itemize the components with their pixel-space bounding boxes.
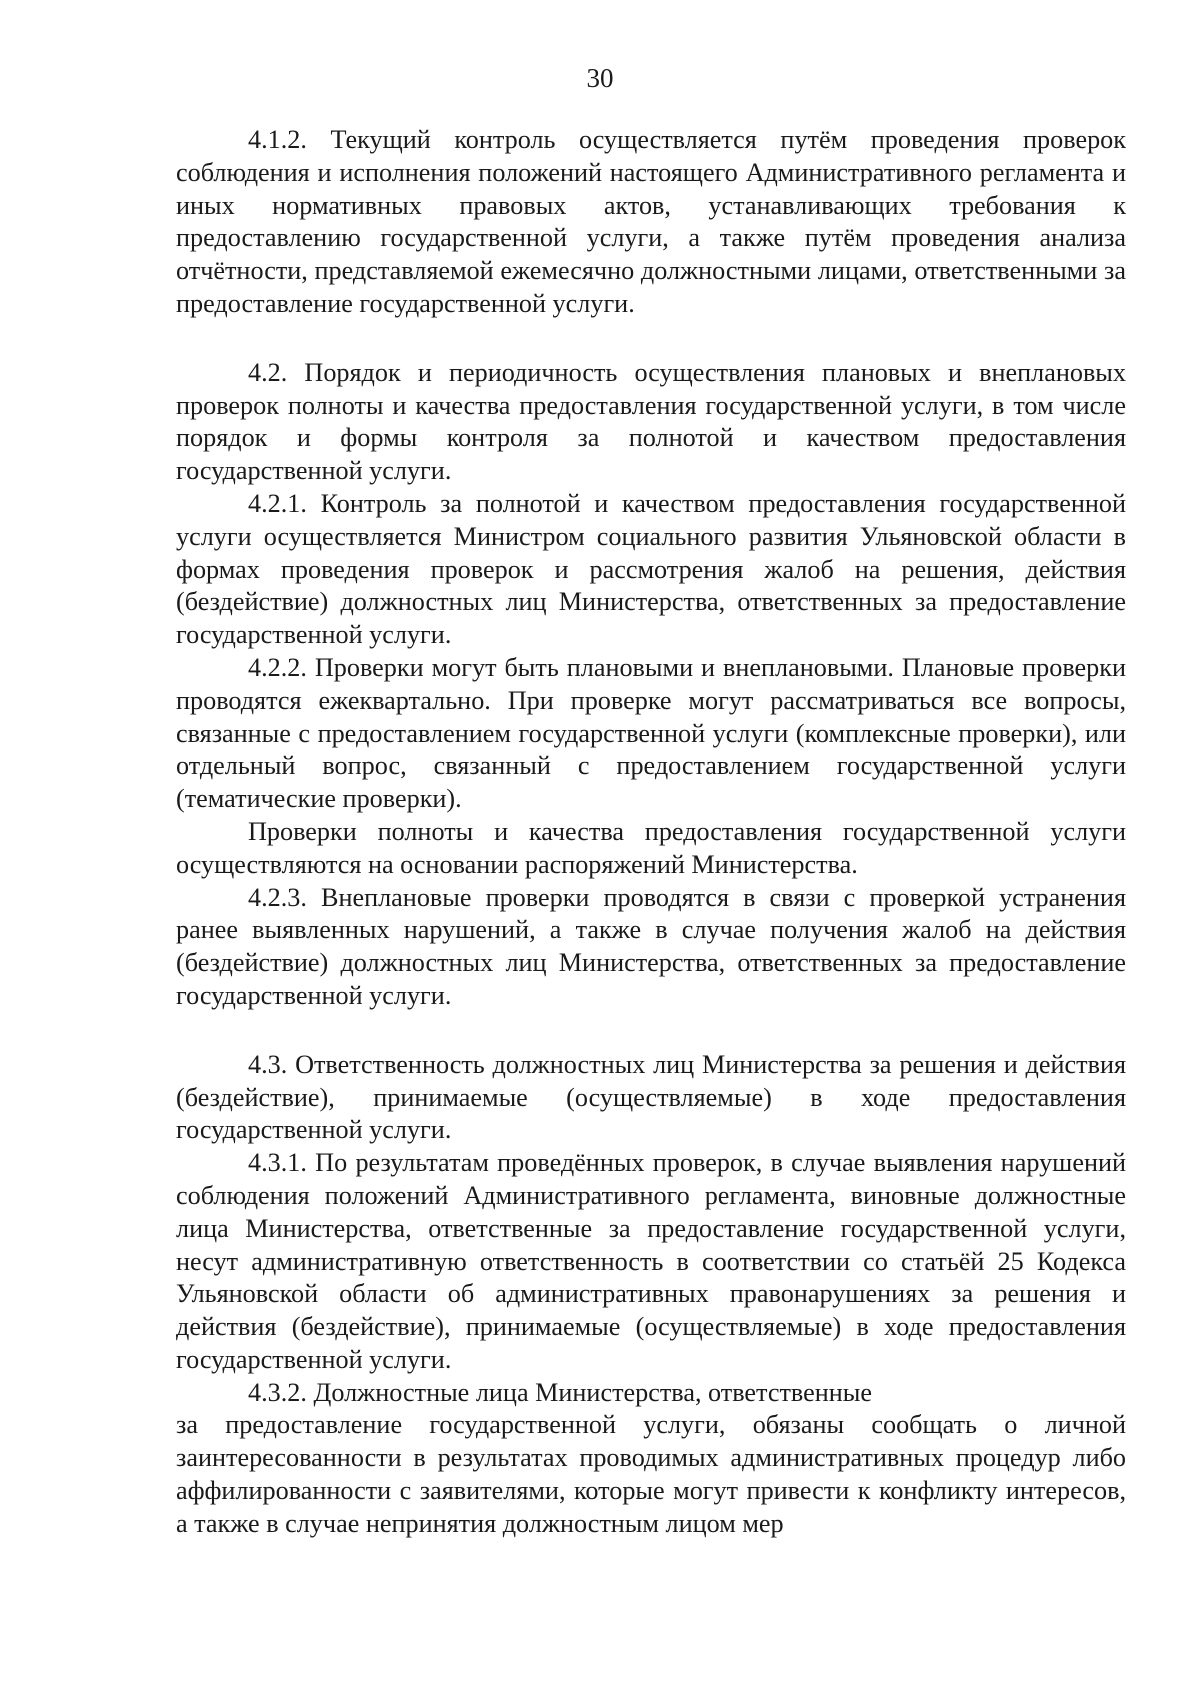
paragraph-4-2-2-continued: Проверки полноты и качества предоставления государственной услуги осуществляются на основании распоряжений Министерства.: [176, 816, 1126, 879]
paragraph-4-3-1: 4.3.1. По результатам проведённых проверок, в случае выявления нарушений соблюдения положений Административного регламента, виновные должностные лица Министерства, ответственные за предоставление государственной услуги, несут административную ответственность в соответствии со статьёй 25 Кодекса Ульяновской области об административных правонарушениях за решения и действия (бездействие), принимаемые (осуществляемые) в ходе предоставления государственной услуги.: [176, 1148, 1126, 1374]
page-number: 30: [586, 63, 614, 93]
section-spacer: [176, 321, 1126, 357]
paragraph-4-2-2: 4.2.2. Проверки могут быть плановыми и внеплановыми. Плановые проверки проводятся ежеквартально. При проверке могут рассматриваться все вопросы, связанные с предоставлением государственной услуги (комплексные проверки), или отдельный вопрос, связанный с предоставлением государственной услуги (тематические проверки).: [176, 652, 1126, 814]
paragraph-4-1-2: 4.1.2. Текущий контроль осуществляется путём проведения проверок соблюдения и исполнения положений настоящего Административного регламента и иных нормативных правовых актов, устанавливающих требования к предоставлению государственной услуги, а также путём проведения анализа отчётности, представляемой ежемесячно должностными лицами, ответственными за предоставление государственной услуги.: [176, 125, 1126, 318]
paragraph-4-2-3: 4.2.3. Внеплановые проверки проводятся в связи с проверкой устранения ранее выявленных нарушений, а также в случае получения жалоб на действия (бездействие) должностных лиц Министерства, ответственных за предоставление государственной услуги.: [176, 882, 1126, 1010]
paragraph-4-2-1: 4.2.1. Контроль за полнотой и качеством предоставления государственной услуги осуществляется Министром социального развития Ульяновской области в формах проведения проверок и рассмотрения жалоб на решения, действия (бездействие) должностных лиц Министерства, ответственных за предоставление государственной услуги.: [176, 488, 1126, 650]
paragraph-4-3: 4.3. Ответственность должностных лиц Министерства за решения и действия (бездействие), принимаемые (осуществляемые) в ходе предоставления государственной услуги.: [176, 1049, 1126, 1145]
paragraph-4-2: 4.2. Порядок и периодичность осуществления плановых и внеплановых проверок полноты и качества предоставления государственной услуги, в том числе порядок и формы контроля за полнотой и качеством предоставления государственной услуги.: [176, 357, 1126, 486]
paragraph-4-3-2-heading: 4.3.2. Должностные лица Министерства, ответственные: [248, 1377, 872, 1407]
section-spacer: [176, 1013, 1126, 1049]
document-body: [176, 124, 1126, 1541]
paragraph-4-3-2-body: за предоставление государственной услуги, обязаны сообщать о личной заинтересованности в результатах проводимых административных процедур либо аффилированности с заявителями, которые могут привести к конфликту интересов, а также в случае непринятия должностным лицом мер: [176, 1410, 1126, 1538]
